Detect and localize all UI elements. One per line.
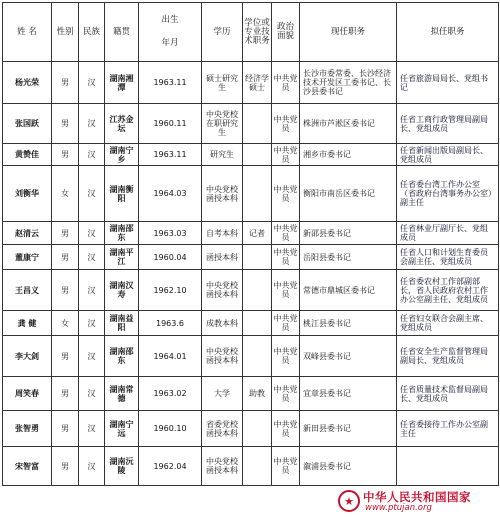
row-ethnicity: 汉 <box>79 447 105 486</box>
row-current-post: 桃江县委书记 <box>300 311 397 336</box>
row-current-post: 新邵县委书记 <box>300 222 397 245</box>
row-degree <box>243 447 272 486</box>
row-native-place: 江苏金坛 <box>105 104 139 144</box>
row-gender: 男 <box>52 62 79 104</box>
row-birth: 1964.01 <box>139 336 202 377</box>
row-ethnicity: 汉 <box>79 377 105 411</box>
row-gender: 男 <box>52 222 79 245</box>
row-current-post: 长沙市委常委、长沙经济技术开发区工委书记、长沙县委书记 <box>300 62 397 104</box>
row-native-place: 湖南宁远 <box>105 411 139 447</box>
header-name: 姓 名 <box>3 3 52 62</box>
header-proposed-post: 拟任职务 <box>397 3 499 62</box>
row-political: 中共党员 <box>272 166 300 222</box>
header-gender: 性别 <box>52 3 79 62</box>
row-gender: 男 <box>52 447 79 486</box>
row-current-post: 双峰县委书记 <box>300 336 397 377</box>
header-political: 政治面貌 <box>272 3 300 62</box>
row-name: 王昌义 <box>3 270 52 311</box>
row-name: 宋智富 <box>3 447 52 486</box>
row-native-place: 湖南平江 <box>105 245 139 270</box>
row-education: 中央党校函授本科 <box>202 270 243 311</box>
row-degree: 记者 <box>243 222 272 245</box>
row-current-post: 常德市鼎城区委书记 <box>300 270 397 311</box>
row-birth: 1960.10 <box>139 411 202 447</box>
row-gender: 男 <box>52 104 79 144</box>
row-ethnicity: 汉 <box>79 270 105 311</box>
row-name: 周笑春 <box>3 377 52 411</box>
row-proposed-post: 任省人口和计划生育委员会副主任、党组成员 <box>397 245 499 270</box>
watermark-title: 中华人民共和国国家 <box>363 490 471 504</box>
row-birth: 1963.03 <box>139 222 202 245</box>
row-current-post: 溆浦县委书记 <box>300 447 397 486</box>
row-education: 成教本科 <box>202 311 243 336</box>
row-native-place: 湖南湘潭 <box>105 62 139 104</box>
table-row <box>3 311 499 336</box>
table-row <box>3 144 499 166</box>
header-current-post: 现任职务 <box>300 3 397 62</box>
table-row <box>3 104 499 144</box>
table-row <box>3 166 499 222</box>
row-education: 硕士研究生 <box>202 62 243 104</box>
row-gender: 男 <box>52 270 79 311</box>
header-education: 学历 <box>202 3 243 62</box>
row-degree <box>243 270 272 311</box>
row-political: 中共党员 <box>272 411 300 447</box>
row-education: 中央党校函授本科 <box>202 166 243 222</box>
row-education: 省委党校函授本科 <box>202 411 243 447</box>
row-degree <box>243 166 272 222</box>
row-ethnicity: 汉 <box>79 311 105 336</box>
table-row <box>3 411 499 447</box>
row-current-post: 湘乡市委书记 <box>300 144 397 166</box>
row-current-post: 岳阳县委书记 <box>300 245 397 270</box>
row-name: 董康宁 <box>3 245 52 270</box>
row-education: 函授本科 <box>202 245 243 270</box>
row-birth: 1962.10 <box>139 270 202 311</box>
row-proposed-post: 任省林业厅副厅长、党组成员 <box>397 222 499 245</box>
row-political: 中共党员 <box>272 62 300 104</box>
row-gender: 男 <box>52 377 79 411</box>
row-gender: 男 <box>52 336 79 377</box>
row-ethnicity: 汉 <box>79 62 105 104</box>
row-birth: 1964.03 <box>139 166 202 222</box>
gov-emblem-icon: ★ <box>338 490 360 512</box>
row-current-post: 新田县委书记 <box>300 411 397 447</box>
row-education: 中央党校在职研究生 <box>202 104 243 144</box>
row-degree <box>243 245 272 270</box>
row-birth: 1963.11 <box>139 144 202 166</box>
row-gender: 女 <box>52 311 79 336</box>
row-education: 中央党校函授本科 <box>202 447 243 486</box>
row-proposed-post: 任省委农村工作部副部长，省人民政府农村工作办公室副主任、党组成员 <box>397 270 499 311</box>
row-birth: 1960.04 <box>139 245 202 270</box>
row-proposed-post: 任省旅游局局长、党组书记 <box>397 62 499 104</box>
header-native-place: 籍贯 <box>105 3 139 62</box>
row-name: 赵清云 <box>3 222 52 245</box>
row-native-place: 湖南沅陵 <box>105 447 139 486</box>
row-gender: 男 <box>52 411 79 447</box>
row-ethnicity: 汉 <box>79 144 105 166</box>
row-political: 中共党员 <box>272 270 300 311</box>
watermark-url: www.ptujan.org <box>365 503 432 513</box>
row-education: 研究生 <box>202 144 243 166</box>
row-political: 中共党员 <box>272 336 300 377</box>
row-political: 中共党员 <box>273 145 298 164</box>
row-political: 中共党员 <box>272 311 300 336</box>
row-native-place: 湖南邵东 <box>105 336 139 377</box>
row-proposed-post: 任省工商行政管理局副局长、党组成员 <box>397 104 499 144</box>
row-political: 中共党员 <box>272 104 300 144</box>
row-degree <box>243 104 272 144</box>
row-proposed-post: 任省委接待工作办公室副主任 <box>397 411 499 447</box>
row-birth: 1963.02 <box>139 377 202 411</box>
row-proposed-post <box>397 447 499 486</box>
row-name: 龚 健 <box>3 311 52 336</box>
row-political: 中共党员 <box>272 222 300 245</box>
table-row <box>3 447 499 486</box>
row-political: 中共党员 <box>272 447 300 486</box>
row-proposed-post: 任省安全生产监督管理局副局长、党组成员 <box>397 336 499 377</box>
row-ethnicity: 汉 <box>79 411 105 447</box>
row-proposed-post: 任省妇女联合会副主席、党组成员 <box>397 311 499 336</box>
row-political: 中共党员 <box>272 377 300 411</box>
header-birth-line2: 年月 <box>161 38 179 48</box>
table-row <box>3 270 499 311</box>
table-row <box>3 336 499 377</box>
row-ethnicity: 汉 <box>79 222 105 245</box>
row-native-place: 湖南汉寿 <box>105 270 139 311</box>
row-education: 自考本科 <box>202 222 243 245</box>
row-name: 黄赞佳 <box>3 144 52 166</box>
table-row <box>3 62 499 104</box>
row-birth: 1960.11 <box>139 104 202 144</box>
row-gender: 女 <box>52 166 79 222</box>
table-row <box>3 377 499 411</box>
row-current-post: 宜章县委书记 <box>300 377 397 411</box>
row-name: 李大剑 <box>3 336 52 377</box>
row-education: 大学 <box>202 377 243 411</box>
row-degree: 经济学硕士 <box>243 62 272 104</box>
row-native-place: 湖南衡阳 <box>105 166 139 222</box>
row-name: 张国跃 <box>3 104 52 144</box>
row-birth: 1963.6 <box>139 311 202 336</box>
row-ethnicity: 汉 <box>79 104 105 144</box>
row-proposed-post: 任省新闻出版局副局长、党组成员 <box>397 144 499 166</box>
table-row <box>3 245 499 270</box>
header-birth <box>139 3 202 62</box>
watermark <box>338 489 498 515</box>
table-row <box>3 222 499 245</box>
row-degree <box>243 336 272 377</box>
row-birth: 1962.04 <box>139 447 202 486</box>
row-political: 中共党员 <box>272 245 300 270</box>
row-degree: 助教 <box>243 377 272 411</box>
row-education: 中央党校函授本科 <box>202 336 243 377</box>
cadre-roster-table <box>2 2 499 486</box>
row-native-place: 湖南益阳 <box>105 311 139 336</box>
row-ethnicity: 汉 <box>79 336 105 377</box>
row-name: 杨光荣 <box>3 62 52 104</box>
header-ethnicity: 民族 <box>79 3 105 62</box>
row-degree <box>243 144 272 166</box>
header-birth-line1: 出生 <box>161 15 179 25</box>
row-name: 张智勇 <box>3 411 52 447</box>
table-body <box>3 62 499 486</box>
row-degree <box>243 411 272 447</box>
row-ethnicity: 汉 <box>79 245 105 270</box>
header-degree: 学位或专业技术职务 <box>243 3 272 62</box>
row-proposed-post: 任省质量技术监督局副局长、党组成员 <box>397 377 499 411</box>
row-current-post: 衡阳市南岳区委书记 <box>300 166 397 222</box>
row-name: 刘衡华 <box>3 166 52 222</box>
row-gender: 男 <box>52 245 79 270</box>
table-header-row <box>3 3 499 62</box>
row-gender: 男 <box>52 144 79 166</box>
row-proposed-post: 任省委台湾工作办公室（省政府台湾事务办公室）副主任 <box>397 166 499 222</box>
row-native-place: 湖南常德 <box>105 377 139 411</box>
row-birth: 1963.11 <box>139 62 202 104</box>
row-native-place: 湖南宁乡 <box>105 144 139 166</box>
row-degree <box>243 311 272 336</box>
row-current-post: 株洲市芦淞区委书记 <box>300 104 397 144</box>
row-native-place: 湖南邵东 <box>105 222 139 245</box>
row-ethnicity: 汉 <box>79 166 105 222</box>
